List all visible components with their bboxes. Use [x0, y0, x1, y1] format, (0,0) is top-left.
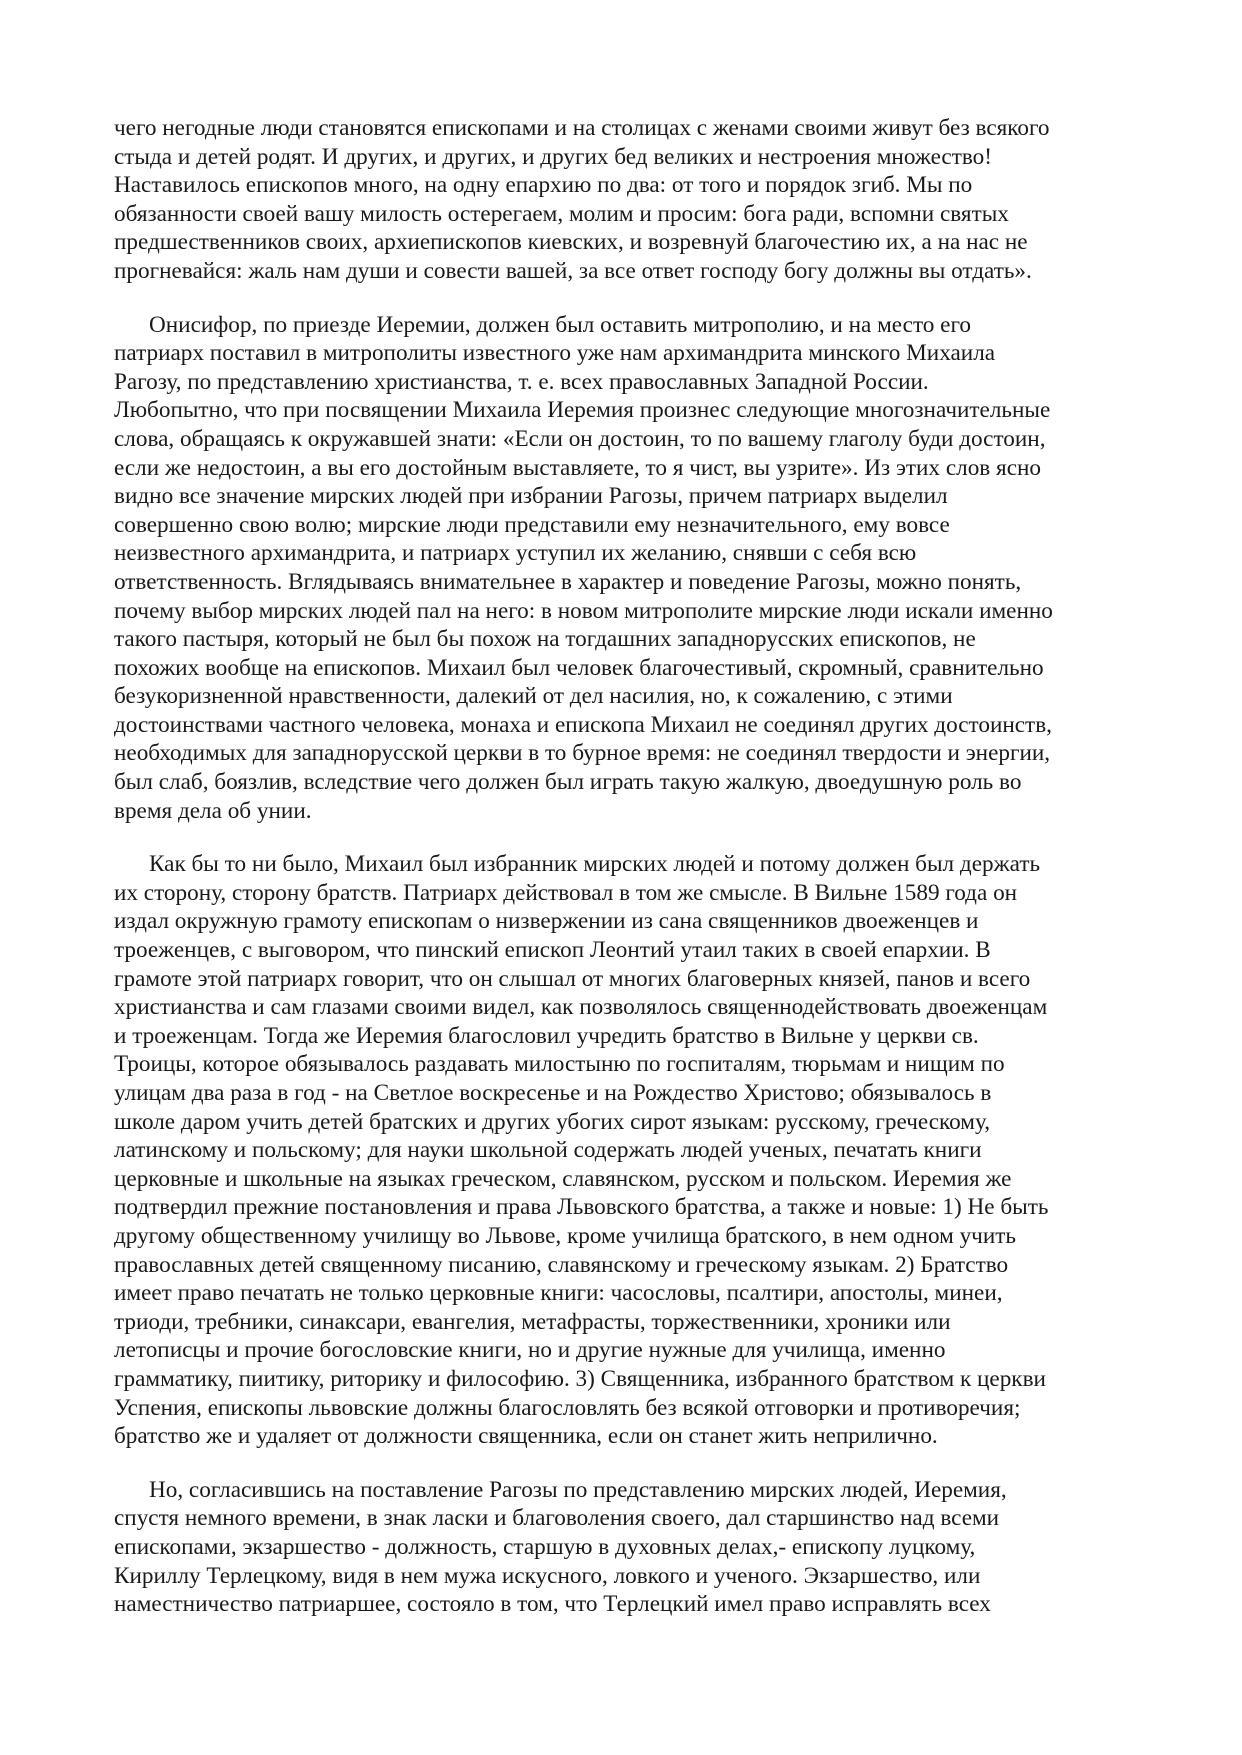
text-line: Любопытно, что при посвящении Михаила Иеремия произнес следующие многозначительные [114, 397, 1051, 424]
text-line: предшественников своих, архиепископов киевских, и возревнуй благочестию их, а на нас не [114, 229, 1028, 256]
text-line: обязанности своей вашу милость остерегаем, молим и просим: бога ради, вспомни святых [114, 200, 1009, 227]
text-line: христианства и сам глазами своими видел, как позволялось священнодействовать двоеженцам [114, 994, 1048, 1021]
text-line: Рагозу, по представлению христианства, т. е. всех православных Западной России. [114, 368, 929, 395]
paragraph-3 [114, 850, 1134, 1450]
text-line: время дела об унии. [114, 797, 312, 824]
text-line: видно все значение мирских людей при избрании Рагозы, причем патриарх выделил [114, 483, 948, 510]
text-line: Троицы, которое обязывалось раздавать милостыню по госпиталям, тюрьмам и нищим по [114, 1051, 1005, 1078]
text-line: триоди, требники, синаксари, евангелия, метафрасты, торжественники, хроники или [114, 1308, 951, 1335]
text-line: грамматику, пиитику, риторику и философию. 3) Священника, избранного братством к церкви [114, 1365, 1046, 1392]
text-line: их сторону, сторону братств. Патриарх действовал в том же смысле. В Вильне 1589 года он [114, 879, 1018, 906]
text-line: троеженцев, с выговором, что пинский епископ Леонтий утаил таких в своей епархии. В [114, 937, 991, 964]
paragraph-4 [114, 1476, 1134, 1619]
text-line: стыда и детей родят. И других, и других, и других бед великих и нестроения множество! [114, 143, 992, 170]
text-line: если же недостоин, а вы его достойным выставляете, то я чист, вы узрите». Из этих слов ясно [114, 454, 1041, 481]
text-line: почему выбор мирских людей пал на него: в новом митрополите мирские люди искали именно [114, 597, 1053, 624]
text-line: неизвестного архимандрита, и патриарх уступил их желанию, снявши с себя всю [114, 540, 917, 567]
document-page [114, 114, 1134, 1644]
text-line: был слаб, боязлив, вследствие чего должен был играть такую жалкую, двоедушную роль во [114, 769, 1022, 796]
text-line: Но, согласившись на поставление Рагозы по представлению мирских людей, Иеремия, [149, 1476, 1007, 1503]
text-line: такого пастыря, который не был бы похож на тогдашних западнорусских епископов, не [114, 626, 976, 653]
text-line: братство же и удаляет от должности священника, если он станет жить неприлично. [114, 1423, 938, 1450]
text-line: церковные и школьные на языках греческом, славянском, русском и польском. Иеремия же [114, 1165, 1012, 1192]
text-line: Кириллу Терлецкому, видя в нем мужа искусного, ловкого и ученого. Экзаршество, или [114, 1562, 981, 1589]
text-line: грамоте этой патриарх говорит, что он слышал от многих благоверных князей, панов и всего [114, 965, 1031, 992]
text-line: спустя немного времени, в знак ласки и благоволения своего, дал старшинство над всеми [114, 1505, 1000, 1532]
text-line: Наставилось епископов много, на одну епархию по два: от того и порядок згиб. Мы по [114, 172, 973, 199]
text-line: подтвердил прежние постановления и права Львовского братства, а также и новые: 1) Не быть [114, 1194, 1049, 1221]
text-line: летописцы и прочие богословские книги, но и другие нужные для училища, именно [114, 1337, 946, 1364]
text-line: улицам два раза в год - на Светлое воскресенье и на Рождество Христово; обязывалось в [114, 1080, 992, 1106]
text-line: Успения, епископы львовские должны благословлять без всякой отговорки и противоречия; [114, 1394, 1021, 1421]
text-line: похожих вообще на епископов. Михаил был человек благочестивый, скромный, сравнительно [114, 654, 1044, 681]
text-line: школе даром учить детей братских и других убогих сирот языкам: русскому, греческому, [114, 1108, 991, 1135]
text-line: Как бы то ни было, Михаил был избранник мирских людей и потому должен был держать [149, 851, 1041, 878]
text-line: слова, обращаясь к окружавшей знати: «Если он достоин, то по вашему глаголу буди достоин, [114, 425, 1046, 452]
text-line: издал окружную грамоту епископам о низвержении из сана священников двоеженцев и [114, 908, 979, 935]
text-line: безукоризненной нравственности, далекий от дел насилия, но, к сожалению, с этими [114, 683, 953, 710]
text-line: епископами, экзаршество - должность, старшую в духовных делах,- епископу луцкому, [114, 1533, 976, 1560]
text-line: имеет право печатать не только церковные книги: часословы, псалтири, апостолы, минеи, [114, 1280, 1003, 1307]
text-line: Онисифор, по приезде Иеремии, должен был оставить митрополию, и на место его [149, 311, 971, 338]
text-line: латинскому и польскому; для науки школьной содержать людей ученых, печатать книги [114, 1137, 982, 1164]
text-line: и троеженцам. Тогда же Иеремия благословил учредить братство в Вильне у церкви св. [114, 1022, 979, 1049]
text-line: наместничество патриаршее, состояло в том, что Терлецкий имел право исправлять всех [114, 1591, 991, 1618]
paragraph-1 [114, 114, 1134, 286]
text-line: прогневайся: жаль нам души и совести вашей, за все ответ господу богу должны вы отдать». [114, 257, 1032, 284]
text-line: совершенно свою волю; мирские люди представили ему незначительного, ему вовсе [114, 511, 950, 538]
text-line: необходимых для западнорусской церкви в то бурное время: не соединял твердости и энергии, [114, 740, 1051, 767]
text-line: православных детей священному писанию, славянскому и греческому языкам. 2) Братство [114, 1251, 1009, 1278]
text-line: другому общественному училищу во Львове, кроме училища братского, в нем одном учить [114, 1222, 1016, 1249]
text-line: чего негодные люди становятся епископами и на столицах с женами своими живут без всякого [114, 115, 1050, 141]
text-line: патриарх поставил в митрополиты известного уже нам архимандрита минского Михаила [114, 340, 996, 367]
paragraph-2 [114, 311, 1134, 826]
text-line: достоинствами частного человека, монаха и епископа Михаил не соединял других достоинств, [114, 711, 1052, 738]
text-line: ответственность. Вглядываясь внимательнее в характер и поведение Рагозы, можно понять, [114, 568, 1022, 595]
